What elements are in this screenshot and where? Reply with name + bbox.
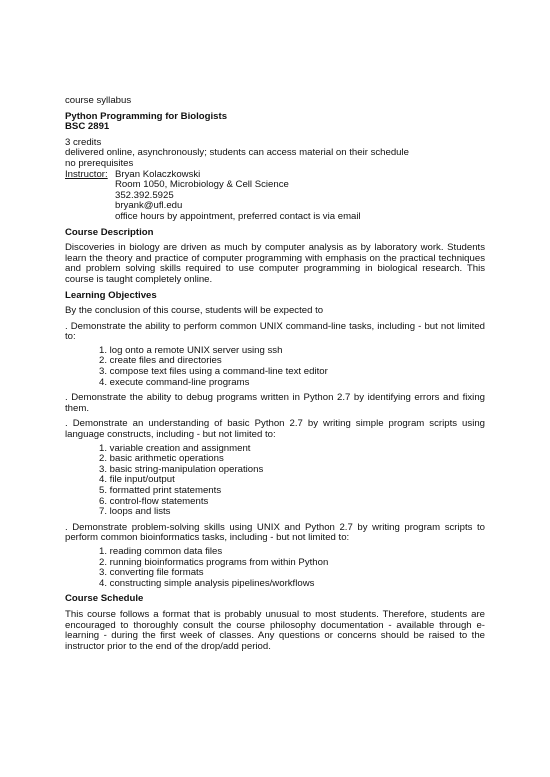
objectives-intro: By the conclusion of this course, students will be expected to — [65, 305, 324, 317]
doc-label: course syllabus — [65, 95, 132, 106]
objective-list — [65, 346, 485, 388]
objective-group — [65, 393, 485, 414]
schedule-heading: Course Schedule — [65, 593, 144, 605]
list-item: 7. loops and lists — [99, 506, 171, 518]
credits: 3 credits — [65, 136, 102, 148]
objective-text: . Demonstrate problem-solving skills using UNIX and Python 2.7 by writing program scripts to perform common bioinformatics tasks, including - but not limited to: — [65, 521, 485, 544]
objective-group — [65, 322, 485, 389]
objective-group — [65, 523, 485, 590]
instructor-colon: : — [105, 168, 108, 180]
instructor-name: Bryan Kolaczkowski — [115, 168, 201, 180]
list-item: 4. file input/output — [99, 474, 175, 486]
instructor-label: Instructor — [65, 168, 105, 180]
list-item: 1. log onto a remote UNIX server using ssh — [99, 344, 283, 356]
syllabus-content — [65, 96, 485, 652]
list-item: 2. basic arithmetic operations — [99, 453, 224, 465]
instructor-label-wrap — [65, 170, 115, 223]
description-text: Discoveries in biology are driven as much by computer analysis as by laboratory work. Students learn the theory and practice of computer programming with emphasis on the practical techniques and problem solving skills required to use computer programming in biological research. This course is taught completely online. — [65, 242, 485, 285]
list-item: 6. control-flow statements — [99, 495, 209, 507]
list-item: 3. converting file formats — [99, 567, 204, 579]
instructor-room: Room 1050, Microbiology & Cell Science — [115, 179, 289, 191]
delivery: delivered online, asynchronously; students can access material on their schedule — [65, 147, 409, 159]
list-item: 4. constructing simple analysis pipelines/workflows — [99, 577, 315, 589]
objective-group — [65, 419, 485, 517]
instructor-block — [65, 170, 485, 223]
list-item: 1. variable creation and assignment — [99, 442, 251, 454]
course-title: Python Programming for Biologists — [65, 110, 228, 122]
objective-text: . Demonstrate the ability to debug programs written in Python 2.7 by identifying errors and fixing them. — [65, 392, 485, 414]
course-code: BSC 2891 — [65, 121, 110, 133]
list-item: 1. reading common data files — [99, 545, 223, 557]
list-item: 2. running bioinformatics programs from within Python — [99, 556, 329, 568]
instructor-hours: office hours by appointment, preferred contact is via email — [115, 210, 361, 222]
objectives-heading: Learning Objectives — [65, 289, 157, 301]
list-item: 3. compose text files using a command-line text editor — [99, 366, 328, 378]
objective-list — [65, 444, 485, 518]
instructor-phone: 352.392.5925 — [115, 189, 174, 201]
instructor-email: bryank@ufl.edu — [115, 200, 183, 212]
instructor-details — [115, 170, 361, 223]
list-item: 5. formatted print statements — [99, 485, 222, 496]
list-item: 2. create files and directories — [99, 355, 222, 367]
list-item: 3. basic string-manipulation operations — [99, 463, 264, 475]
objective-text: . Demonstrate an understanding of basic Python 2.7 by writing simple program scripts using language constructs, including - but not limited to: — [65, 418, 485, 441]
objective-text: . Demonstrate the ability to perform common UNIX command-line tasks, including - but not limited to: — [65, 320, 485, 343]
description-heading: Course Description — [65, 226, 154, 238]
list-item: 4. execute command-line programs — [99, 376, 250, 388]
schedule-text: This course follows a format that is probably unusual to most students. Therefore, students are encouraged to thoroughly consult the course philosophy documentation - available through e-learning - during the first week of classes. Any questions or concerns should be raised to the instructor prior to the end of the drop/add period. — [65, 608, 485, 652]
prerequisites: no prerequisites — [65, 157, 134, 169]
objective-list — [65, 547, 485, 589]
